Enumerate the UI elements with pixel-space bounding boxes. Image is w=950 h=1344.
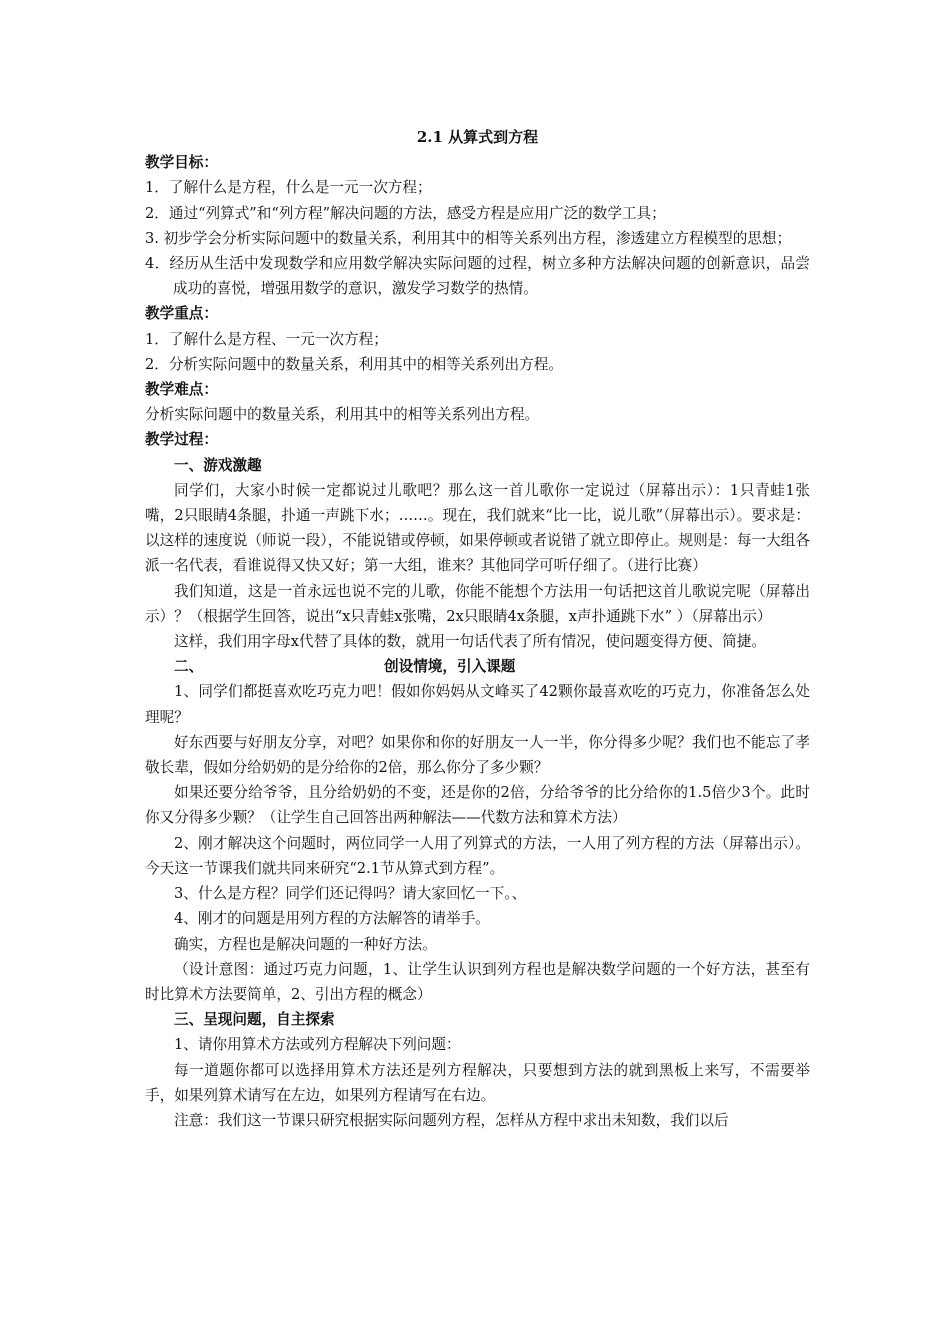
section-3-title: 三、呈现问题，自主探索: [174, 1011, 335, 1029]
section-2-paragraph-5: 3、什么是方程？同学们还记得吗？请大家回忆一下。、: [174, 885, 527, 903]
section-1-title: 一、游戏激趣: [174, 456, 262, 474]
section-2-paragraph-4: 2、刚才解决这个问题时，两位同学一人用了列算式的方法，一人用了列方程的方法（屏幕出示）。今天这一节课我们就共同来研究“2.1节从算式到方程”。: [145, 834, 810, 877]
section-2-number: 二、: [174, 658, 204, 676]
goal-item-3: 3. 初步学会分析实际问题中的数量关系，利用其中的相等关系列出方程，渗透建立方程模型的思想；: [145, 229, 792, 247]
section-1-paragraph-2: 我们知道，这是一首永远也说不完的儿歌，你能不能想个方法用一句话把这首儿歌说完呢（屏幕出示）？（根据学生回答，说出“x只青蛙x张嘴，2x只眼睛4x条腿，x声扑通跳下水” ）（屏幕出示）: [145, 582, 810, 625]
section-2-paragraph-7: 确实，方程也是解决问题的一种好方法。: [174, 935, 437, 953]
difficulties-heading: 教学难点：: [145, 381, 218, 399]
goal-item-2: 2．通过“列算式”和“列方程”解决问题的方法，感受方程是应用广泛的数学工具；: [145, 204, 666, 222]
section-2-paragraph-3: 如果还要分给爷爷，且分给奶奶的不变，还是你的2倍，分给爷爷的比分给你的1.5倍少3个。此时你又分得多少颗？（让学生自己回答出两种解法——代数方法和算术方法）: [145, 784, 810, 827]
section-3-paragraph-3: 注意：我们这一节课只研究根据实际问题列方程，怎样从方程中求出未知数，我们以后: [174, 1111, 729, 1129]
key-point-1: 1．了解什么是方程、一元一次方程；: [145, 330, 388, 348]
goals-heading: 教学目标：: [145, 154, 218, 172]
section-1-paragraph-3: 这样，我们用字母x代替了具体的数，就用一句话代表了所有情况，使问题变得方便、简捷。: [174, 633, 766, 651]
section-2-title: [145, 654, 810, 679]
section-3-paragraph-1: 1、请你用算术方法或列方程解决下列问题：: [174, 1036, 461, 1054]
key-points-heading: 教学重点：: [145, 305, 218, 323]
section-3-paragraph-2: 每一道题你都可以选择用算术方法还是列方程解决，只要想到方法的就到黑板上来写，不需要举手，如果列算术请写在左边，如果列方程请写在右边。: [145, 1061, 810, 1104]
section-2-paragraph-1: 1、同学们都挺喜欢吃巧克力吧！假如你妈妈从文峰买了42颗你最喜欢吃的巧克力，你准备怎么处理呢？: [145, 683, 810, 726]
section-2-paragraph-2: 好东西要与好朋友分享，对吧？如果你和你的好朋友一人一半，你分得多少呢？我们也不能忘了孝敬长辈，假如分给奶奶的是分给你的2倍，那么你分了多少颗？: [145, 733, 810, 777]
section-2-title-text: 创设情境，引入课题: [384, 658, 516, 676]
section-1-paragraph-1: 同学们，大家小时候一定都说过儿歌吧？那么这一首儿歌你一定说过（屏幕出示）：1只青蛙1张嘴，2只眼睛4条腿，扑通一声跳下水；……。现在，我们就来“比一比，说儿歌”（屏幕出示）。要求是：以这样的速度说（师说一段），不能说错或停顿，如果停顿或者说错了就立即停止。规则是：每一大组各派一名代表，看谁说得又快又好；第一大组，谁来？其他同学可听仔细了。（进行比赛）: [145, 481, 810, 575]
section-2-paragraph-8: （设计意图：通过巧克力问题，1、让学生认识到列方程也是解决数学问题的一个好方法，甚至有时比算术方法要简单，2、引出方程的概念）: [145, 960, 810, 1003]
difficulties-text: 分析实际问题中的数量关系，利用其中的相等关系列出方程。: [145, 406, 540, 424]
goal-item-1: 1．了解什么是方程，什么是一元一次方程；: [145, 179, 432, 197]
process-heading: 教学过程：: [145, 431, 218, 449]
goal-item-4: 4．经历从生活中发现数学和应用数学解决实际问题的过程，树立多种方法解决问题的创新意识，品尝成功的喜悦，增强用数学的意识，激发学习数学的热情。: [145, 255, 810, 298]
key-point-2: 2．分析实际问题中的数量关系，利用其中的相等关系列出方程。: [145, 355, 563, 373]
document-page: [145, 125, 810, 1133]
document-title: 2.1 从算式到方程: [416, 128, 539, 146]
section-2-paragraph-6: 4、刚才的问题是用列方程的方法解答的请举手。: [174, 910, 490, 928]
